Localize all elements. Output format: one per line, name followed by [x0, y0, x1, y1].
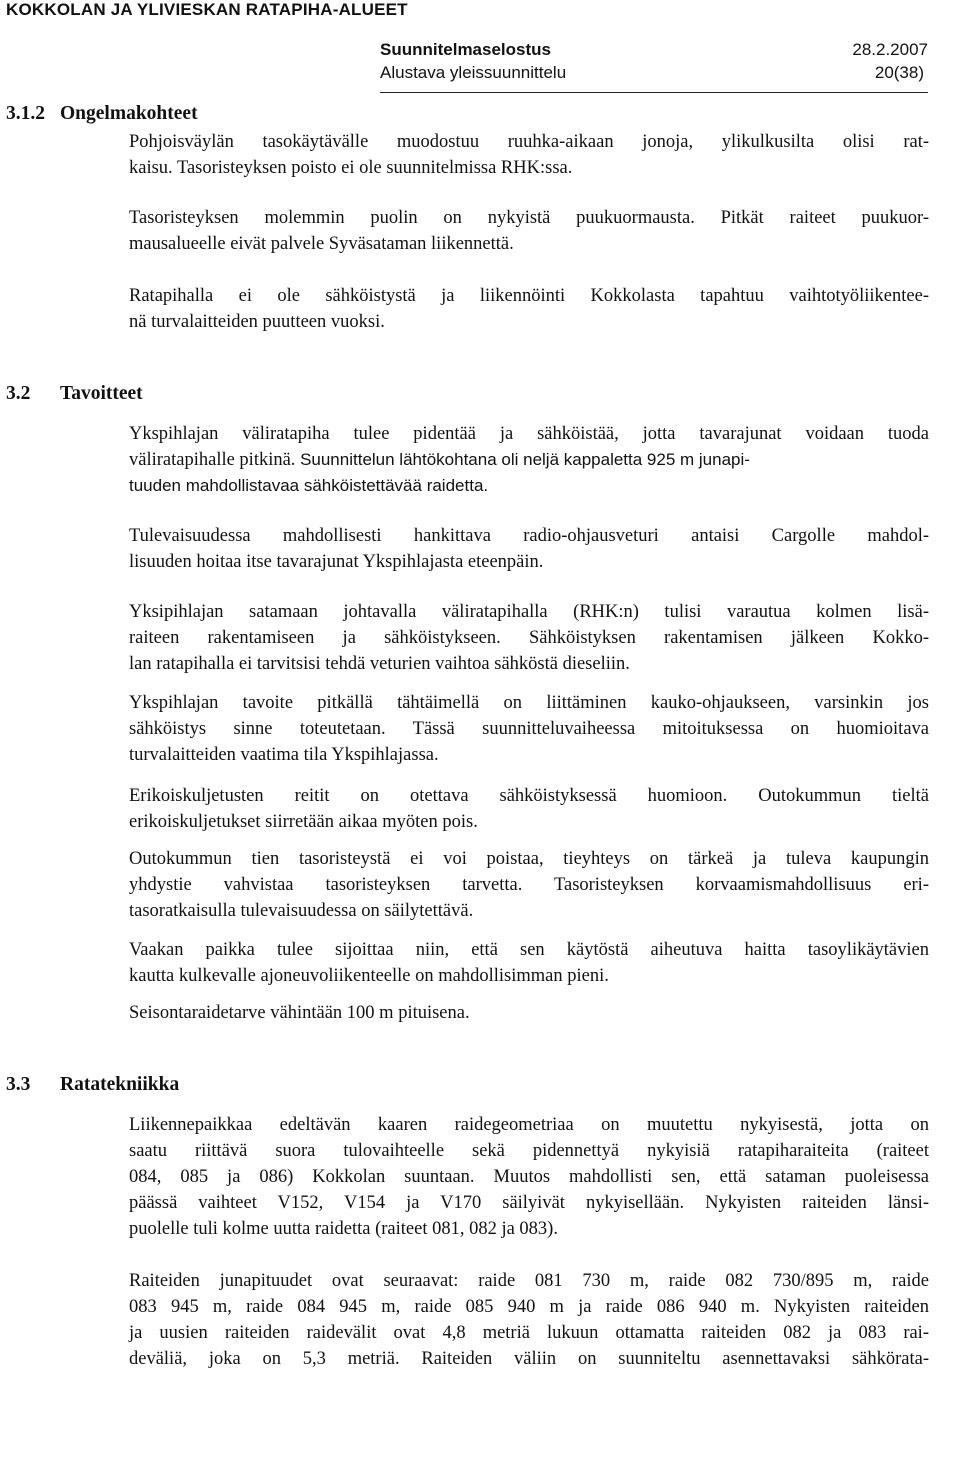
- text-line: kautta kulkevalle ajoneuvoliikenteelle on mahdollisimman pieni.: [129, 966, 609, 986]
- text-line: Tulevaisuudessa mahdollisesti hankittava radio-ohjausveturi antaisi Cargolle mahdol-: [129, 526, 929, 546]
- paragraph-p1: [129, 129, 929, 181]
- text-line: lan ratapihalla ei tarvitsisi tehdä veturien vaihtoa sähköstä dieseliin.: [129, 654, 630, 674]
- heading-3-2: [6, 383, 143, 405]
- paragraph-p5: [129, 523, 929, 575]
- document-type: Suunnitelmaselostus: [380, 40, 551, 59]
- section-number: 3.2: [6, 383, 31, 404]
- section-number: 3.1.2: [6, 103, 45, 124]
- section-title: Ratatekniikka: [60, 1074, 180, 1095]
- paragraph-p10: [129, 937, 929, 989]
- text-line: tasoratkaisulla tulevaisuudessa on säilytettävä.: [129, 901, 474, 921]
- paragraph-p8: [129, 783, 929, 835]
- paragraph-p3: [129, 283, 929, 335]
- paragraph-p4: [129, 421, 929, 499]
- text-line: 084, 085 ja 086) Kokkolan suuntaan. Muutos mahdollisti sen, että sataman puoleisessa: [129, 1167, 929, 1187]
- text-fragment: väliratapihalle pitkinä.: [129, 450, 301, 470]
- text-line: Pohjoisväylän tasokäytävälle muodostuu ruuhka-aikaan jonoja, ylikulkusilta olisi rat-: [129, 132, 929, 152]
- text-line: nä turvalaitteiden puutteen vuoksi.: [129, 312, 385, 332]
- text-line: kaisu. Tasoristeyksen poisto ei ole suunnitelmissa RHK:ssa.: [129, 158, 573, 178]
- document-date: 28.2.2007: [852, 40, 928, 59]
- text-line: Raiteiden junapituudet ovat seuraavat: raide 081 730 m, raide 082 730/895 m, raide: [129, 1271, 929, 1291]
- text-line: turvalaitteiden vaatima tila Ykspihlajassa.: [129, 745, 439, 765]
- paragraph-p11: [129, 1000, 929, 1026]
- document-subtitle: Alustava yleissuunnittelu: [380, 63, 567, 82]
- text-line: saatu riittävä suora tulovaihteelle sekä pidennettyä nykyisiä ratapiharaiteita (raiteet: [129, 1141, 929, 1161]
- paragraph-p12: [129, 1112, 929, 1242]
- text-line: Ykspihlajan tavoite pitkällä tähtäimellä on liittäminen kauko-ohjaukseen, varsinkin jos: [129, 693, 929, 713]
- text-line: 083 945 m, raide 084 945 m, raide 085 940 m ja raide 086 940 m. Nykyisten raiteiden: [129, 1297, 929, 1317]
- page-number: 20(38): [874, 63, 924, 82]
- text-line: Ykspihlajan väliratapiha tulee pidentää ja sähköistää, jotta tavarajunat voidaan tuoda: [129, 424, 929, 444]
- text-line: raiteen rakentamiseen ja sähköistykseen. Sähköistyksen rakentamisen jälkeen Kokko-: [129, 628, 929, 648]
- text-line: ja uusien raiteiden raidevälit ovat 4,8 metriä lukuun ottamatta raiteiden 082 ja 083 rai-: [129, 1323, 929, 1343]
- heading-3-1-2: [6, 103, 198, 125]
- section-title: Ongelmakohteet: [60, 103, 198, 124]
- text-line: Liikennepaikkaa edeltävän kaaren raidegeometriaa on muutettu nykyisestä, jotta on: [129, 1115, 929, 1135]
- text-line: Erikoiskuljetusten reitit on otettava sähköistyksessä huomioon. Outokummun tieltä: [129, 786, 929, 806]
- paragraph-p6: [129, 599, 929, 677]
- company-title: KOKKOLAN JA YLIVIESKAN RATAPIHA-ALUEET: [6, 0, 408, 19]
- text-line: puolelle tuli kolme uutta raidetta (raiteet 081, 082 ja 083).: [129, 1219, 558, 1239]
- text-fragment: Suunnittelun lähtökohtana oli neljä kappaletta 925 m junapi-: [300, 450, 750, 469]
- text-line: Vaakan paikka tulee sijoittaa niin, että sen käytöstä aiheutuva haitta tasoylikäytävien: [129, 940, 929, 960]
- section-number: 3.3: [6, 1074, 31, 1095]
- text-line: Ratapihalla ei ole sähköistystä ja liikennöinti Kokkolasta tapahtuu vaihtotyöliikentee-: [129, 286, 929, 306]
- paragraph-p9: [129, 846, 929, 924]
- paragraph-p7: [129, 690, 929, 768]
- text-line: Seisontaraidetarve vähintään 100 m pituisena.: [129, 1003, 470, 1023]
- heading-3-3: [6, 1074, 179, 1096]
- text-line: Tasoristeyksen molemmin puolin on nykyistä puukuormausta. Pitkät raiteet puukuor-: [129, 208, 929, 228]
- text-line: mausalueelle eivät palvele Syväsataman liikennettä.: [129, 234, 514, 254]
- paragraph-p2: [129, 205, 929, 257]
- paragraph-p13: [129, 1268, 929, 1372]
- text-line: erikoiskuljetukset siirretään aikaa myöten pois.: [129, 812, 478, 832]
- header-rule: [380, 92, 928, 93]
- text-line: deväliä, joka on 5,3 metriä. Raiteiden väliin on suunniteltu asennettavaksi sähkörata-: [129, 1349, 929, 1369]
- text-line: Outokummun tien tasoristeystä ei voi poistaa, tieyhteys on tärkeä ja tuleva kaupungin: [129, 849, 929, 869]
- text-line: Yksipihlajan satamaan johtavalla väliratapihalla (RHK:n) tulisi varautua kolmen lisä-: [129, 602, 929, 622]
- text-line: tuuden mahdollistavaa sähköistettävää raidetta.: [129, 476, 489, 495]
- section-title: Tavoitteet: [60, 383, 143, 404]
- text-line: yhdystie vahvistaa tasoristeyksen tarvetta. Tasoristeyksen korvaamismahdollisuus eri-: [129, 875, 929, 895]
- text-line: sähköistys sinne toteutetaan. Tässä suunnitteluvaiheessa mitoituksessa on huomioitava: [129, 719, 929, 739]
- text-line: lisuuden hoitaa itse tavarajunat Ykspihlajasta eteenpäin.: [129, 552, 544, 572]
- text-line: päässä vaihteet V152, V154 ja V170 säilyivät nykyisellään. Nykyisten raiteiden länsi-: [129, 1193, 929, 1213]
- text-line-mixed: [129, 447, 929, 473]
